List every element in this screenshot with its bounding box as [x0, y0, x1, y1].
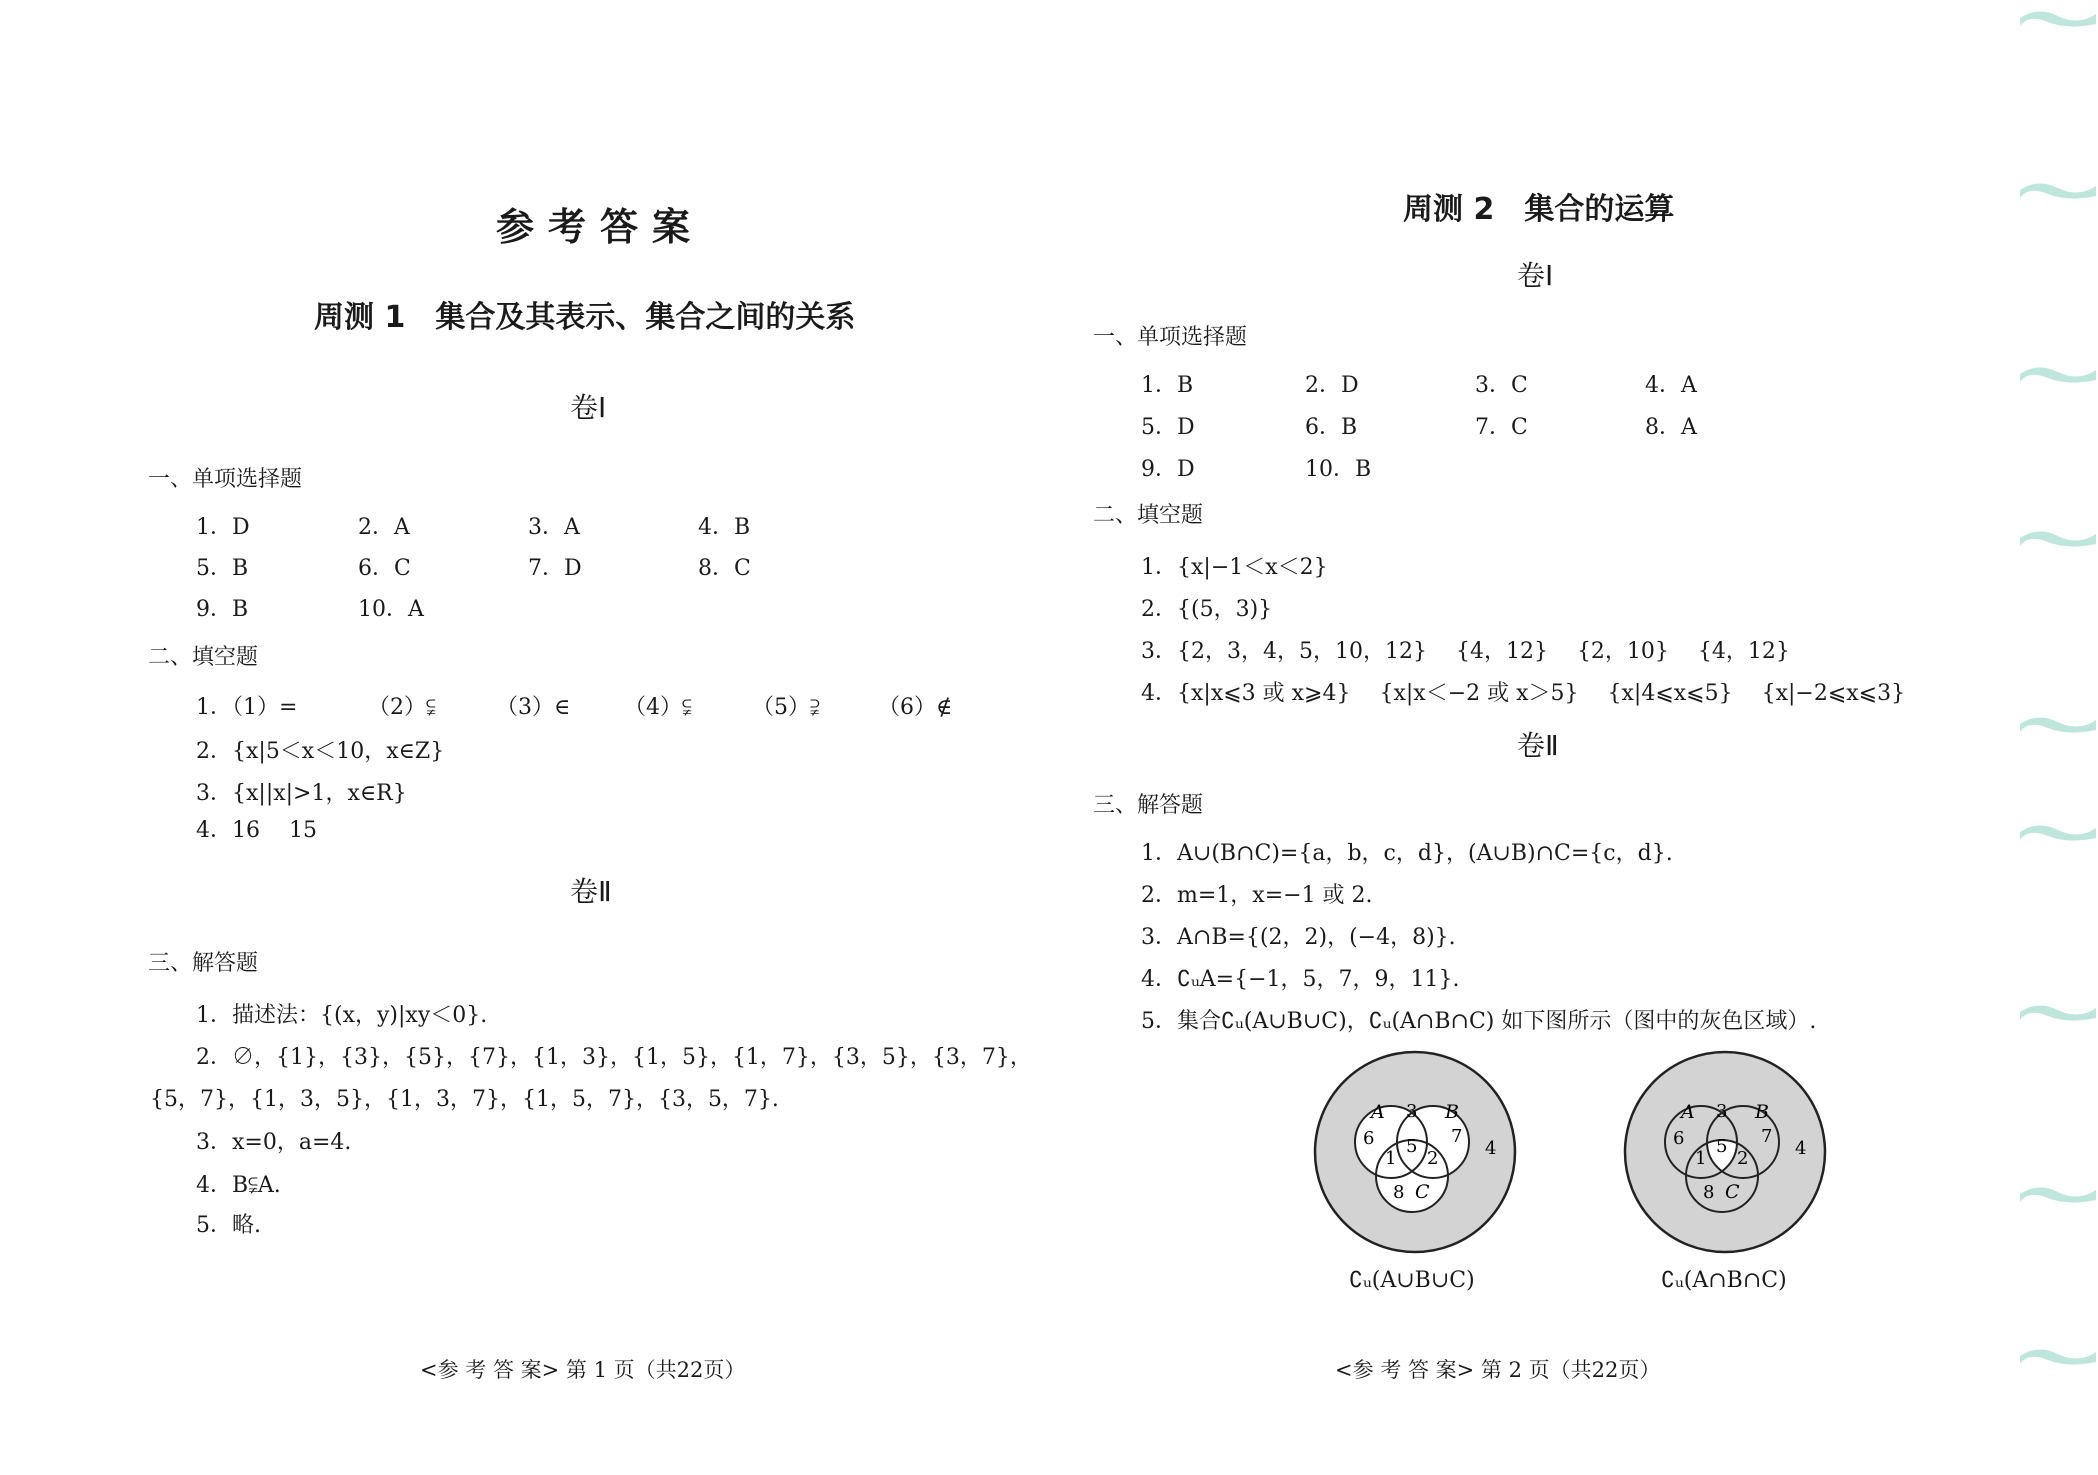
- label-c: C: [1725, 1181, 1740, 1203]
- venn-diagram-complement-union: [1305, 1042, 1525, 1262]
- mc-answer: 6．B: [1305, 415, 1358, 440]
- mc-answer: 9．D: [1141, 457, 1195, 482]
- solution-answer: {5，7}，{1，3，5}，{1，3，7}，{1，5，7}，{3，5，7}.: [150, 1087, 779, 1112]
- mc-answer: 1．D: [196, 515, 250, 540]
- section-multiple-choice: 一、单项选择题: [148, 467, 303, 492]
- mc-answer: 7．C: [1475, 415, 1528, 440]
- mc-answer: 1．B: [1141, 373, 1194, 398]
- edge-decoration: [2018, 356, 2098, 390]
- region-value: 6: [1673, 1128, 1685, 1149]
- page-footer: <参 考 答 案> 第 2 页（共22页）: [1335, 1358, 1661, 1382]
- mc-answer: 9．B: [196, 597, 249, 622]
- solution-answer: 3．A∩B={(2，2)，(−4，8)}.: [1141, 925, 1456, 950]
- venn-diagram-complement-intersection: [1615, 1042, 1835, 1262]
- region-value: 7: [1451, 1126, 1463, 1147]
- label-a: A: [1681, 1101, 1695, 1123]
- mc-answer: 10．A: [358, 597, 424, 622]
- solution-answer: 4．∁ᵤA={−1，5，7，9，11}.: [1141, 967, 1460, 992]
- fill-answer: （3）∈: [496, 695, 571, 720]
- mc-answer: 7．D: [528, 556, 582, 581]
- edge-decoration: [2018, 520, 2098, 554]
- fill-answer: 4．{x|x⩽3 或 x⩾4} {x|x＜−2 或 x＞5} {x|4⩽x⩽5} {x|−2⩽x⩽3}: [1141, 681, 1906, 706]
- region-value: 8: [1393, 1182, 1405, 1203]
- label-a: A: [1371, 1101, 1385, 1123]
- fill-answer: 1．{x|−1＜x＜2}: [1141, 555, 1328, 580]
- edge-decoration: [2018, 814, 2098, 848]
- edge-decoration: [2018, 1176, 2098, 1210]
- volume-1-heading: 卷Ⅰ: [570, 391, 607, 424]
- region-value: 1: [1695, 1148, 1707, 1169]
- label-b: B: [1445, 1101, 1459, 1123]
- fill-answer: 3．{2，3，4，5，10，12} {4，12} {2，10} {4，12}: [1141, 639, 1790, 664]
- mc-answer: 4．B: [698, 515, 751, 540]
- week-2-title: 周测 2 集合的运算: [1403, 192, 1675, 227]
- fill-answer: （2）⫋: [368, 695, 436, 720]
- section-fill-in: 二、填空题: [1093, 503, 1204, 528]
- region-value: 4: [1795, 1138, 1807, 1159]
- solution-answer: 1．A∪(B∩C)={a，b，c，d}，(A∪B)∩C={c，d}.: [1141, 841, 1673, 866]
- mc-answer: 3．A: [528, 515, 580, 540]
- region-value: 6: [1363, 1128, 1375, 1149]
- section-solutions: 三、解答题: [1093, 793, 1204, 818]
- fill-answer: （5）⫌: [752, 695, 820, 720]
- mc-answer: 8．A: [1645, 415, 1697, 440]
- mc-answer: 4．A: [1645, 373, 1697, 398]
- mc-answer: 5．D: [1141, 415, 1195, 440]
- solution-answer: 3．x=0，a=4.: [196, 1130, 352, 1155]
- mc-answer: 2．A: [358, 515, 410, 540]
- region-value: 5: [1716, 1136, 1728, 1157]
- mc-answer: 10．B: [1305, 457, 1372, 482]
- region-value: 3: [1716, 1101, 1728, 1122]
- page-2: [1049, 0, 2098, 1475]
- mc-answer: 2．D: [1305, 373, 1359, 398]
- mc-answer: 5．B: [196, 556, 249, 581]
- mc-answer: 8．C: [698, 556, 751, 581]
- fill-answer: （4）⫋: [624, 695, 692, 720]
- section-fill-in: 二、填空题: [148, 645, 259, 670]
- solution-answer: 4．B⫋A.: [196, 1173, 281, 1198]
- fill-answer: 2．{x|5＜x＜10，x∈Z}: [196, 739, 445, 764]
- venn-caption-intersection: ∁ᵤ(A∩B∩C): [1661, 1268, 1787, 1293]
- region-value: 2: [1427, 1148, 1439, 1169]
- region-value: 2: [1737, 1148, 1749, 1169]
- mc-answer: 3．C: [1475, 373, 1528, 398]
- main-title: 参考答案: [496, 204, 705, 249]
- section-multiple-choice: 一、单项选择题: [1093, 325, 1248, 350]
- solution-answer: 1．描述法：{(x，y)|xy＜0}.: [196, 1003, 488, 1028]
- edge-decoration: [2018, 172, 2098, 206]
- solution-answer: 2．m=1，x=−1 或 2.: [1141, 883, 1373, 908]
- region-value: 3: [1406, 1101, 1418, 1122]
- edge-decoration: [2018, 994, 2098, 1028]
- venn-caption-union: ∁ᵤ(A∪B∪C): [1349, 1268, 1475, 1293]
- region-value: 5: [1406, 1136, 1418, 1157]
- volume-1-heading: 卷Ⅰ: [1517, 259, 1554, 292]
- region-value: 4: [1485, 1138, 1497, 1159]
- solution-answer: 5．略.: [196, 1213, 261, 1238]
- mc-answer: 6．C: [358, 556, 411, 581]
- section-solutions: 三、解答题: [148, 951, 259, 976]
- solution-answer: 5．集合∁ᵤ(A∪B∪C)，∁ᵤ(A∩B∩C) 如下图所示（图中的灰色区域）.: [1141, 1009, 1817, 1034]
- fill-answer: 4．16 15: [196, 818, 317, 843]
- region-value: 1: [1385, 1148, 1397, 1169]
- week-1-title: 周测 1 集合及其表示、集合之间的关系: [314, 300, 856, 335]
- fill-answer: 1．（1）=: [196, 695, 298, 720]
- page-footer: <参 考 答 案> 第 1 页（共22页）: [420, 1358, 746, 1382]
- solution-answer: 2．∅，{1}，{3}，{5}，{7}，{1，3}，{1，5}，{1，7}，{3，5}，{3，7}，: [196, 1045, 1032, 1070]
- fill-answer: 2．{(5，3)}: [1141, 597, 1273, 622]
- edge-decoration: [2018, 706, 2098, 740]
- volume-2-heading: 卷Ⅱ: [1517, 729, 1559, 762]
- label-b: B: [1755, 1101, 1769, 1123]
- edge-decoration: [2018, 1338, 2098, 1372]
- region-value: 8: [1703, 1182, 1715, 1203]
- label-c: C: [1415, 1181, 1430, 1203]
- region-value: 7: [1761, 1126, 1773, 1147]
- volume-2-heading: 卷Ⅱ: [570, 875, 612, 908]
- fill-answer: （6）∉: [878, 695, 953, 720]
- edge-decoration: [2018, 0, 2098, 34]
- fill-answer: 3．{x||x|>1，x∈R}: [196, 781, 407, 806]
